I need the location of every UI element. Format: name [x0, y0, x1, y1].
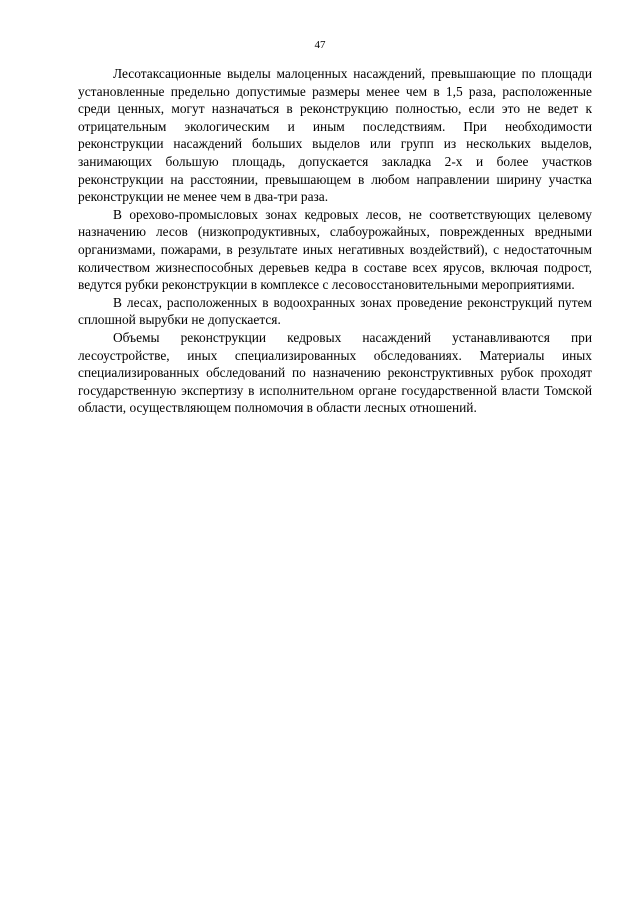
page-number: 47 — [314, 39, 326, 51]
body-text — [78, 65, 592, 417]
paragraph-reconstruction-sites: Лесотаксационные выделы малоценных насаждений, превышающие по площади установленные предельно допустимые размеры менее чем в 1,5 раза, расположенные среди ценных, могут назначаться в реконструкцию полностью, если это не ведет к отрицательным экологическим и иным последствиям. При необходимости реконструкции насаждений больших выделов или групп из нескольких выделов, занимающих большую площадь, допускается закладка 2-х и более участков реконструкции на расстоянии, превышающем в любом направлении ширину участка реконструкции не менее чем в два-три раза. — [78, 66, 592, 205]
paragraph-water-protection: В лесах, расположенных в водоохранных зонах проведение реконструкций путем сплошной вырубки не допускается. — [78, 294, 592, 328]
paragraph-reconstruction-volumes: Объемы реконструкции кедровых насаждений устанавливаются при лесоустройстве, иных специализированных обследованиях. Материалы иных специализированных обследований по назначению реконструктивных рубок проходят государственную экспертизу в исполнительном органе государственной власти Томской области, осуществляющем полномочия в области лесных отношений. — [78, 329, 592, 416]
paragraph-cedar-zones: В орехово-промысловых зонах кедровых лесов, не соответствующих целевому назначению лесов (низкопродуктивных, слабоурожайных, поврежденных вредными организмами, пожарами, в результате иных негативных воздействий), с недостаточным количеством жизнеспособных деревьев кедра в составе всех ярусов, включая подрост, ведутся рубки реконструкции в комплексе с лесовосстановительными мероприятиями. — [78, 206, 592, 293]
